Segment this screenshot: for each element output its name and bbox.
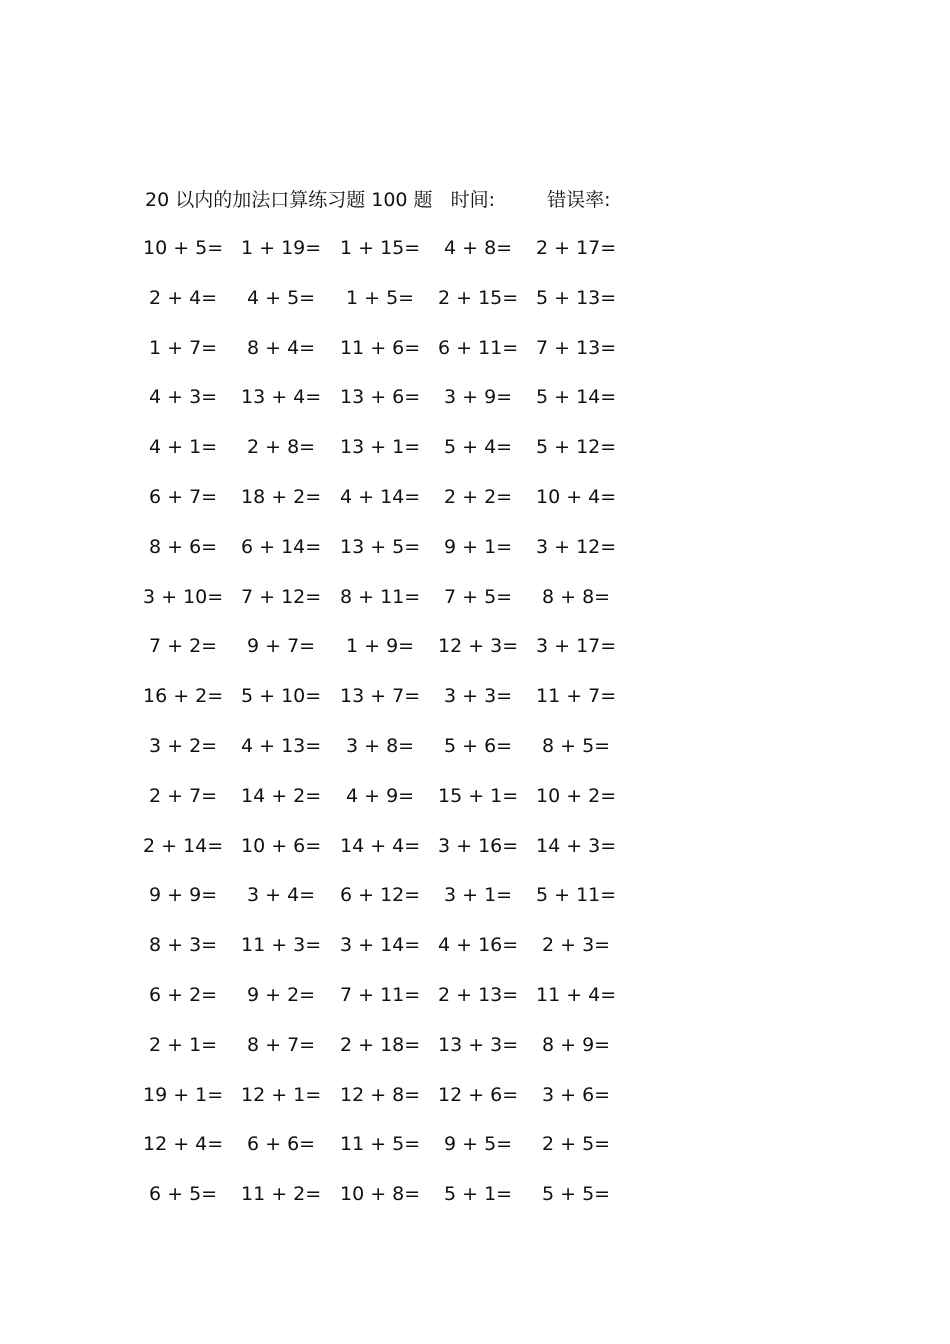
problem-item: 6 + 6= <box>247 1133 316 1156</box>
problem-item: 16 + 2= <box>143 685 224 708</box>
problem-item: 8 + 4= <box>247 336 316 359</box>
problem-item: 3 + 3= <box>444 685 513 708</box>
worksheet-title: 20 以内的加法口算练习题 100 题 <box>145 189 433 211</box>
problem-row <box>0 732 700 760</box>
problem-item: 7 + 2= <box>149 635 218 658</box>
problem-item: 3 + 6= <box>542 1083 611 1106</box>
problem-row <box>0 284 700 312</box>
problem-item: 14 + 4= <box>340 834 421 857</box>
problem-item: 2 + 14= <box>143 834 224 857</box>
problem-item: 6 + 2= <box>149 984 218 1006</box>
problem-item: 10 + 8= <box>340 1183 421 1206</box>
problem-item: 15 + 1= <box>438 784 519 807</box>
problem-item: 8 + 6= <box>149 535 218 558</box>
problem-item: 2 + 3= <box>542 934 611 957</box>
problem-item: 6 + 11= <box>438 336 519 359</box>
problem-item: 8 + 9= <box>542 1033 611 1056</box>
problem-row <box>0 483 700 511</box>
problem-item: 10 + 6= <box>241 834 322 857</box>
problem-item: 6 + 7= <box>149 486 218 508</box>
problem-item: 3 + 16= <box>438 834 519 857</box>
problem-item: 5 + 10= <box>241 685 322 708</box>
problem-item: 3 + 2= <box>149 735 218 757</box>
problem-item: 2 + 1= <box>149 1033 218 1056</box>
problem-item: 12 + 3= <box>438 635 519 658</box>
problem-item: 1 + 9= <box>346 635 415 658</box>
problem-item: 5 + 6= <box>444 735 513 757</box>
problem-item: 5 + 14= <box>536 386 617 409</box>
problem-row <box>0 632 700 660</box>
problem-row <box>0 832 700 860</box>
problem-item: 3 + 4= <box>247 884 316 907</box>
problem-item: 7 + 12= <box>241 585 322 608</box>
time-label: 时间: <box>450 189 496 211</box>
problem-item: 4 + 8= <box>444 237 513 259</box>
problem-item: 1 + 7= <box>149 336 218 359</box>
problem-item: 3 + 9= <box>444 386 513 409</box>
problem-item: 1 + 19= <box>241 237 322 259</box>
problem-item: 14 + 3= <box>536 834 617 857</box>
problem-item: 6 + 12= <box>340 884 421 907</box>
problem-item: 14 + 2= <box>241 784 322 807</box>
problem-row <box>0 981 700 1009</box>
problem-row <box>0 881 700 909</box>
problem-item: 1 + 5= <box>346 286 415 309</box>
problem-row <box>0 1180 700 1208</box>
problem-item: 5 + 11= <box>536 884 617 907</box>
problem-row <box>0 1081 700 1109</box>
problem-item: 6 + 14= <box>241 535 322 558</box>
problem-item: 11 + 2= <box>241 1183 322 1206</box>
problem-item: 10 + 4= <box>536 486 617 508</box>
problem-item: 7 + 13= <box>536 336 617 359</box>
problem-item: 19 + 1= <box>143 1083 224 1106</box>
problem-item: 9 + 7= <box>247 635 316 658</box>
problem-item: 8 + 8= <box>542 585 611 608</box>
problem-item: 4 + 5= <box>247 286 316 309</box>
problem-row <box>0 682 700 710</box>
problem-row <box>0 533 700 561</box>
problem-item: 8 + 5= <box>542 735 611 757</box>
problem-item: 8 + 11= <box>340 585 421 608</box>
problem-item: 18 + 2= <box>241 486 322 508</box>
problem-item: 2 + 5= <box>542 1133 611 1156</box>
problem-item: 8 + 7= <box>247 1033 316 1056</box>
problem-item: 2 + 7= <box>149 784 218 807</box>
problem-item: 9 + 1= <box>444 535 513 558</box>
error-rate-label: 错误率: <box>547 189 611 211</box>
problem-item: 2 + 13= <box>438 984 519 1006</box>
problem-item: 8 + 3= <box>149 934 218 957</box>
problem-item: 12 + 4= <box>143 1133 224 1156</box>
problem-item: 6 + 5= <box>149 1183 218 1206</box>
problem-item: 2 + 8= <box>247 436 316 459</box>
problem-item: 9 + 5= <box>444 1133 513 1156</box>
problem-row <box>0 782 700 810</box>
problem-item: 1 + 15= <box>340 237 421 259</box>
problem-item: 13 + 5= <box>340 535 421 558</box>
problem-item: 2 + 4= <box>149 286 218 309</box>
problem-item: 3 + 1= <box>444 884 513 907</box>
problem-item: 13 + 4= <box>241 386 322 409</box>
problem-item: 10 + 5= <box>143 237 224 259</box>
problem-item: 11 + 3= <box>241 934 322 957</box>
problem-row <box>0 583 700 611</box>
problem-item: 2 + 17= <box>536 237 617 259</box>
problem-item: 5 + 1= <box>444 1183 513 1206</box>
problem-item: 13 + 7= <box>340 685 421 708</box>
problem-item: 4 + 1= <box>149 436 218 459</box>
problem-item: 3 + 10= <box>143 585 224 608</box>
problem-item: 4 + 14= <box>340 486 421 508</box>
problem-item: 5 + 12= <box>536 436 617 459</box>
problem-item: 9 + 2= <box>247 984 316 1006</box>
problem-item: 2 + 15= <box>438 286 519 309</box>
problem-item: 3 + 17= <box>536 635 617 658</box>
problem-item: 3 + 14= <box>340 934 421 957</box>
problem-item: 4 + 9= <box>346 784 415 807</box>
problem-item: 11 + 4= <box>536 984 617 1006</box>
problem-row <box>0 234 700 262</box>
problem-item: 13 + 3= <box>438 1033 519 1056</box>
problem-item: 3 + 12= <box>536 535 617 558</box>
problem-item: 4 + 13= <box>241 735 322 757</box>
problem-item: 4 + 3= <box>149 386 218 409</box>
problem-item: 7 + 5= <box>444 585 513 608</box>
problem-item: 12 + 1= <box>241 1083 322 1106</box>
problem-row <box>0 334 700 362</box>
problem-row <box>0 931 700 959</box>
problem-item: 2 + 2= <box>444 486 513 508</box>
problem-item: 12 + 6= <box>438 1083 519 1106</box>
problem-item: 10 + 2= <box>536 784 617 807</box>
problem-item: 11 + 7= <box>536 685 617 708</box>
problem-item: 5 + 4= <box>444 436 513 459</box>
problem-item: 5 + 5= <box>542 1183 611 1206</box>
problem-row <box>0 1031 700 1059</box>
problem-item: 13 + 6= <box>340 386 421 409</box>
problem-item: 4 + 16= <box>438 934 519 957</box>
problem-row <box>0 433 700 461</box>
problem-item: 9 + 9= <box>149 884 218 907</box>
problem-item: 12 + 8= <box>340 1083 421 1106</box>
problem-row <box>0 1130 700 1158</box>
problem-item: 11 + 6= <box>340 336 421 359</box>
problem-item: 13 + 1= <box>340 436 421 459</box>
problem-item: 2 + 18= <box>340 1033 421 1056</box>
problem-item: 11 + 5= <box>340 1133 421 1156</box>
problem-item: 7 + 11= <box>340 984 421 1006</box>
problem-item: 5 + 13= <box>536 286 617 309</box>
problem-item: 3 + 8= <box>346 735 415 757</box>
problem-row <box>0 383 700 411</box>
